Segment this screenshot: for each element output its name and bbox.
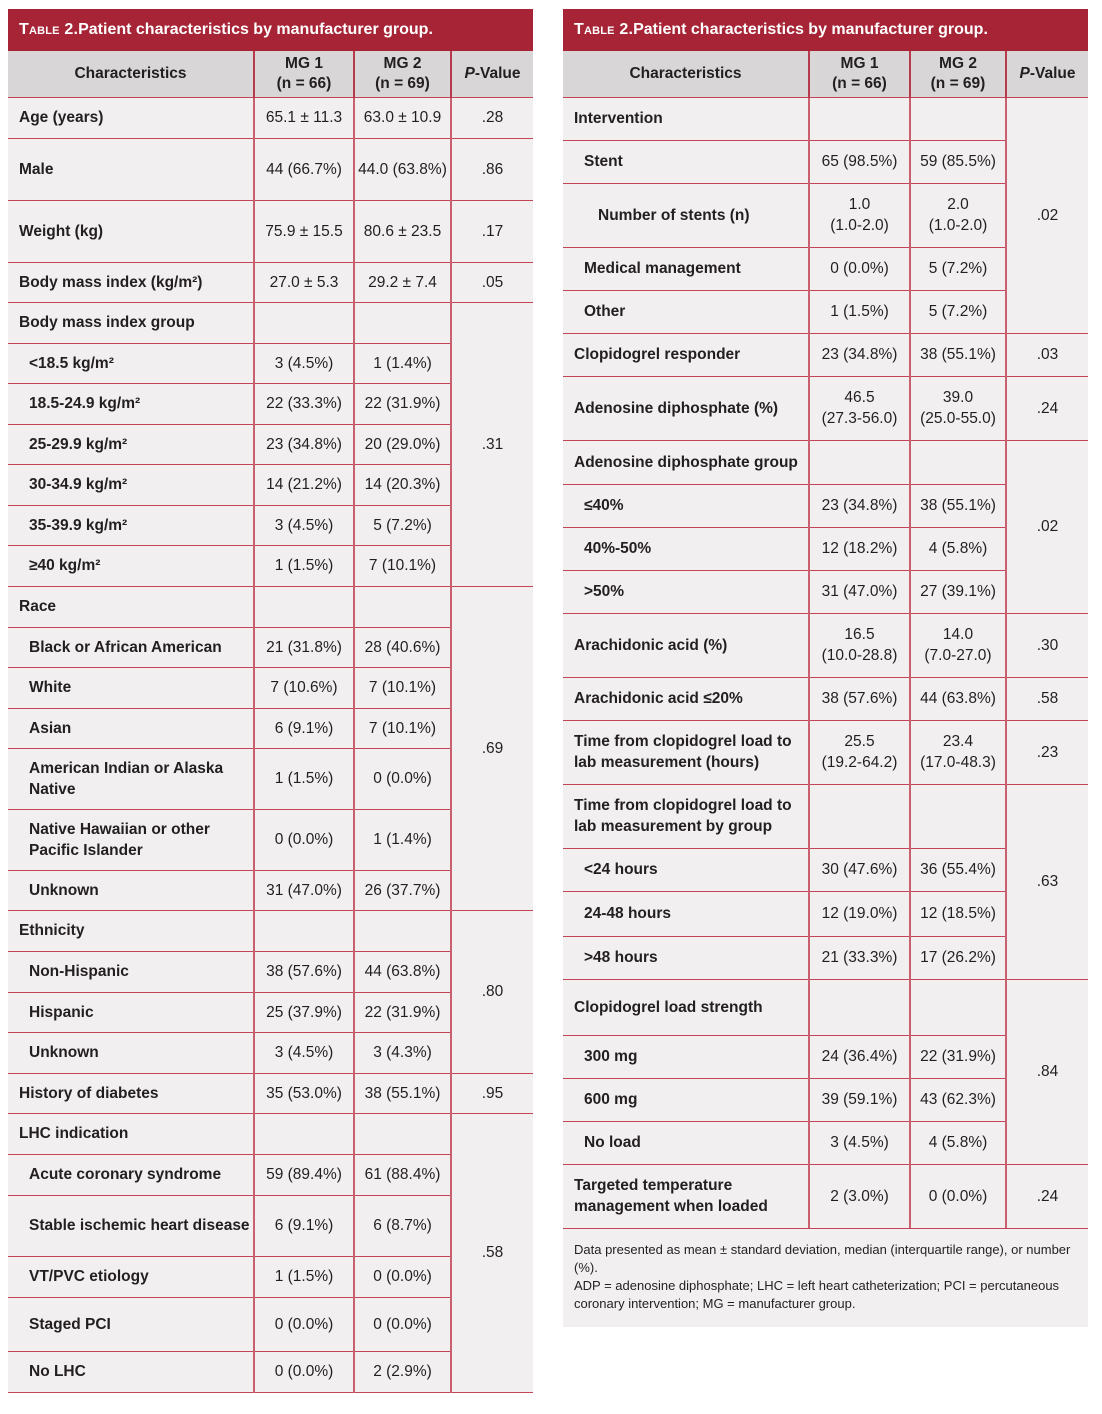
row-label: White (8, 667, 254, 708)
table-row (563, 1164, 1088, 1228)
mg2-value: 27 (39.1%) (910, 570, 1006, 613)
mg2-value: 7 (10.1%) (354, 667, 451, 708)
mg2-value (910, 183, 1006, 247)
p-value: .24 (1006, 376, 1088, 440)
mg2-value: 17 (26.2%) (910, 936, 1006, 979)
mg2-median: 23.4 (942, 733, 974, 750)
table-row (563, 376, 1088, 440)
p-value: .63 (1006, 784, 1088, 979)
mg2-value: 14 (20.3%) (354, 464, 451, 505)
mg2-iqr: (25.0-55.0) (920, 410, 996, 427)
mg1-value (254, 1113, 354, 1154)
header-mg1-n: (n = 66) (276, 74, 332, 92)
mg1-value: 0 (0.0%) (254, 809, 354, 870)
mg2-value: 44.0 (63.8%) (354, 138, 451, 200)
mg2-value: 28 (40.6%) (354, 627, 451, 667)
row-label: 300 mg (563, 1035, 809, 1078)
row-label: ≤40% (563, 484, 809, 527)
row-label: 35-39.9 kg/m² (8, 505, 254, 545)
mg1-value: 0 (0.0%) (254, 1297, 354, 1351)
row-label: Number of stents (n) (563, 183, 809, 247)
mg2-value (910, 376, 1006, 440)
mg2-value: 22 (31.9%) (354, 992, 451, 1032)
mg2-value: 22 (31.9%) (910, 1035, 1006, 1078)
mg1-value: 25 (37.9%) (254, 992, 354, 1032)
header-mg1-name: MG 1 (840, 54, 879, 72)
mg2-value: 59 (85.5%) (910, 140, 1006, 183)
row-label: Unknown (8, 870, 254, 910)
table-row (8, 1073, 533, 1113)
mg2-iqr: (17.0-48.3) (920, 754, 996, 771)
mg2-value: 4 (5.8%) (910, 1121, 1006, 1164)
mg1-median: 16.5 (844, 626, 875, 643)
row-label: Medical management (563, 247, 809, 290)
mg1-value: 30 (47.6%) (809, 848, 910, 891)
mg2-value: 44 (63.8%) (910, 677, 1006, 720)
table-row (563, 677, 1088, 720)
row-label: No load (563, 1121, 809, 1164)
header-mg1-n: (n = 66) (832, 74, 887, 92)
mg2-value: 26 (37.7%) (354, 870, 451, 910)
mg1-value: 3 (4.5%) (809, 1121, 910, 1164)
mg2-value: 43 (62.3%) (910, 1078, 1006, 1121)
row-label: Other (563, 290, 809, 333)
header-mg2-n: (n = 69) (375, 74, 430, 92)
mg1-value: 75.9 ± 15.5 (254, 200, 354, 262)
row-label: Native Hawaiian or other Pacific Islander (8, 809, 254, 870)
row-label: Adenosine diphosphate (%) (563, 376, 809, 440)
header-mg2-n: (n = 69) (930, 74, 986, 92)
mg1-value: 12 (19.0%) (809, 891, 910, 936)
header-mg2 (354, 51, 451, 97)
mg1-value: 23 (34.8%) (809, 333, 910, 376)
table-panel-left (8, 9, 533, 1393)
row-label: >50% (563, 570, 809, 613)
mg1-value: 65.1 ± 11.3 (254, 97, 354, 138)
mg1-value: 35 (53.0%) (254, 1073, 354, 1113)
mg1-value: 44 (66.7%) (254, 138, 354, 200)
mg1-value (809, 979, 910, 1035)
mg1-value: 23 (34.8%) (254, 424, 354, 464)
header-p-rest: -Value (1029, 64, 1076, 82)
row-label: Unknown (8, 1032, 254, 1073)
row-label: Hispanic (8, 992, 254, 1032)
p-value: .02 (1006, 97, 1088, 333)
mg2-value: 44 (63.8%) (354, 951, 451, 992)
mg1-value (254, 910, 354, 951)
row-label: History of diabetes (8, 1073, 254, 1113)
mg1-value: 59 (89.4%) (254, 1154, 354, 1195)
mg1-value: 3 (4.5%) (254, 343, 354, 383)
mg1-value: 1 (1.5%) (809, 290, 910, 333)
row-label: Acute coronary syndrome (8, 1154, 254, 1195)
table-row (563, 333, 1088, 376)
mg2-value: 63.0 ± 10.9 (354, 97, 451, 138)
mg1-iqr: (1.0-2.0) (830, 217, 889, 234)
mg2-value: 3 (4.3%) (354, 1032, 451, 1073)
table-title (563, 9, 1088, 51)
header-p-italic: P (1019, 64, 1030, 82)
header-mg1 (809, 51, 910, 97)
mg1-value: 23 (34.8%) (809, 484, 910, 527)
header-mg2-name: MG 2 (383, 54, 422, 72)
mg2-value: 7 (10.1%) (354, 708, 451, 748)
row-label: Targeted temperature management when loaded (563, 1164, 809, 1228)
table-row-group-header (8, 586, 533, 627)
table-row-group-header (563, 97, 1088, 140)
p-value: .86 (451, 138, 533, 200)
mg1-median: 25.5 (844, 733, 875, 750)
row-label: Age (years) (8, 97, 254, 138)
table-row-group-header (563, 784, 1088, 848)
row-label: Clopidogrel load strength (563, 979, 809, 1035)
footnote-abbreviations: ADP = adenosine diphosphate; LHC = left heart catheterization; PCI = percutaneous coronary intervention; MG = manufacturer group. (574, 1278, 1060, 1311)
table-title-text: Patient characteristics by manufacturer group. (633, 21, 988, 38)
table-title-lead: Table 2. (574, 21, 634, 38)
mg1-value: 1 (1.5%) (254, 545, 354, 586)
mg2-value (354, 586, 451, 627)
mg1-value (809, 440, 910, 484)
row-label: Male (8, 138, 254, 200)
row-label: <24 hours (563, 848, 809, 891)
table-footnote (563, 1228, 1088, 1327)
table-row-group-header (563, 979, 1088, 1035)
row-label: 18.5-24.9 kg/m² (8, 383, 254, 424)
mg2-value: 5 (7.2%) (910, 290, 1006, 333)
mg2-median: 14.0 (942, 626, 974, 643)
mg1-value: 7 (10.6%) (254, 667, 354, 708)
footnote-data-presentation: Data presented as mean ± standard deviation, median (interquartile range), or number (%). (574, 1242, 1071, 1275)
table-row (563, 613, 1088, 677)
mg1-value: 27.0 ± 5.3 (254, 262, 354, 302)
mg2-value (354, 910, 451, 951)
row-label: LHC indication (8, 1113, 254, 1154)
row-label: Asian (8, 708, 254, 748)
p-value: .23 (1006, 720, 1088, 784)
mg2-value: 29.2 ± 7.4 (354, 262, 451, 302)
p-value: .05 (451, 262, 533, 302)
mg1-value: 38 (57.6%) (254, 951, 354, 992)
mg2-value (910, 720, 1006, 784)
mg1-value (809, 97, 910, 140)
p-value: .58 (451, 1113, 533, 1392)
mg1-value: 12 (18.2%) (809, 527, 910, 570)
header-p-value (451, 51, 533, 97)
row-label: 24-48 hours (563, 891, 809, 936)
characteristics-table-right (563, 51, 1088, 1228)
row-label: Weight (kg) (8, 200, 254, 262)
mg2-value: 0 (0.0%) (354, 748, 451, 809)
table-title-text: Patient characteristics by manufacturer group. (78, 21, 433, 38)
mg1-value: 0 (0.0%) (809, 247, 910, 290)
mg2-value: 12 (18.5%) (910, 891, 1006, 936)
table-row (563, 720, 1088, 784)
row-label: Staged PCI (8, 1297, 254, 1351)
row-label: Black or African American (8, 627, 254, 667)
mg2-value: 61 (88.4%) (354, 1154, 451, 1195)
row-label: VT/PVC etiology (8, 1256, 254, 1297)
mg1-value: 6 (9.1%) (254, 708, 354, 748)
mg1-value: 38 (57.6%) (809, 677, 910, 720)
mg2-value: 38 (55.1%) (910, 333, 1006, 376)
header-p-italic: P (464, 64, 475, 82)
mg2-value: 6 (8.7%) (354, 1195, 451, 1256)
table-title (8, 9, 533, 51)
row-label: ≥40 kg/m² (8, 545, 254, 586)
mg2-value: 38 (55.1%) (910, 484, 1006, 527)
row-label: American Indian or Alaska Native (8, 748, 254, 809)
header-characteristics: Characteristics (563, 51, 809, 97)
row-label: Body mass index (kg/m²) (8, 262, 254, 302)
mg2-value: 4 (5.8%) (910, 527, 1006, 570)
mg1-iqr: (19.2-64.2) (821, 754, 898, 771)
p-value: .69 (451, 586, 533, 910)
row-label: 600 mg (563, 1078, 809, 1121)
row-label: 40%-50% (563, 527, 809, 570)
mg1-value: 1 (1.5%) (254, 748, 354, 809)
row-label: Intervention (563, 97, 809, 140)
mg2-value: 0 (0.0%) (354, 1297, 451, 1351)
mg2-median: 2.0 (947, 196, 969, 213)
mg1-value: 21 (31.8%) (254, 627, 354, 667)
mg1-iqr: (10.0-28.8) (821, 647, 898, 664)
p-value: .03 (1006, 333, 1088, 376)
mg1-value: 14 (21.2%) (254, 464, 354, 505)
mg1-value: 21 (33.3%) (809, 936, 910, 979)
mg1-value: 65 (98.5%) (809, 140, 910, 183)
p-value: .84 (1006, 979, 1088, 1164)
table-row (8, 200, 533, 262)
p-value: .58 (1006, 677, 1088, 720)
row-label: Time from clopidogrel load to lab measurement (hours) (563, 720, 809, 784)
mg1-value: 6 (9.1%) (254, 1195, 354, 1256)
row-label: <18.5 kg/m² (8, 343, 254, 383)
mg2-value: 0 (0.0%) (910, 1164, 1006, 1228)
table-row-group-header (8, 302, 533, 343)
table-row-group-header (563, 440, 1088, 484)
mg2-value: 22 (31.9%) (354, 383, 451, 424)
mg2-value (354, 302, 451, 343)
row-label: Arachidonic acid ≤20% (563, 677, 809, 720)
characteristics-table-left (8, 51, 533, 1393)
mg1-median: 46.5 (844, 389, 875, 406)
mg2-value: 36 (55.4%) (910, 848, 1006, 891)
header-mg1-name: MG 1 (285, 54, 323, 72)
mg1-value: 22 (33.3%) (254, 383, 354, 424)
row-label: No LHC (8, 1351, 254, 1392)
header-p-value (1006, 51, 1088, 97)
mg2-value (354, 1113, 451, 1154)
p-value: .02 (1006, 440, 1088, 613)
p-value: .24 (1006, 1164, 1088, 1228)
mg2-value: 5 (7.2%) (910, 247, 1006, 290)
table-row (8, 138, 533, 200)
row-label: Arachidonic acid (%) (563, 613, 809, 677)
table-row-group-header (8, 910, 533, 951)
mg1-value: 3 (4.5%) (254, 1032, 354, 1073)
table-row (8, 262, 533, 302)
mg2-value: 20 (29.0%) (354, 424, 451, 464)
mg2-value (910, 979, 1006, 1035)
mg1-median: 1.0 (848, 196, 871, 213)
mg1-value (809, 784, 910, 848)
p-value: .28 (451, 97, 533, 138)
table-title-lead: Table 2. (19, 21, 79, 38)
mg2-median: 39.0 (942, 389, 974, 406)
mg2-value: 80.6 ± 23.5 (354, 200, 451, 262)
row-label: 30-34.9 kg/m² (8, 464, 254, 505)
row-label: Stable ischemic heart disease (8, 1195, 254, 1256)
mg1-value: 31 (47.0%) (254, 870, 354, 910)
mg1-value (254, 586, 354, 627)
mg1-value: 1 (1.5%) (254, 1256, 354, 1297)
p-value: .30 (1006, 613, 1088, 677)
row-label: >48 hours (563, 936, 809, 979)
row-label: Adenosine diphosphate group (563, 440, 809, 484)
p-value: .80 (451, 910, 533, 1073)
row-label: 25-29.9 kg/m² (8, 424, 254, 464)
p-value: .95 (451, 1073, 533, 1113)
mg1-value (809, 613, 910, 677)
mg1-value: 39 (59.1%) (809, 1078, 910, 1121)
mg2-value: 2 (2.9%) (354, 1351, 451, 1392)
mg2-value (910, 613, 1006, 677)
mg2-value: 5 (7.2%) (354, 505, 451, 545)
table-header-row (563, 51, 1088, 97)
mg2-value: 38 (55.1%) (354, 1073, 451, 1113)
mg2-value: 7 (10.1%) (354, 545, 451, 586)
mg2-value (910, 784, 1006, 848)
mg1-value (809, 720, 910, 784)
p-value: .31 (451, 302, 533, 586)
mg1-value (254, 302, 354, 343)
table-header-row (8, 51, 533, 97)
table-row (8, 97, 533, 138)
row-label: Race (8, 586, 254, 627)
mg2-value: 1 (1.4%) (354, 343, 451, 383)
mg2-value (910, 440, 1006, 484)
header-p-rest: -Value (474, 64, 521, 82)
row-label: Clopidogrel responder (563, 333, 809, 376)
p-value: .17 (451, 200, 533, 262)
header-mg2 (910, 51, 1006, 97)
mg1-value: 31 (47.0%) (809, 570, 910, 613)
header-mg1 (254, 51, 354, 97)
row-label: Ethnicity (8, 910, 254, 951)
table-panel-right (563, 9, 1088, 1327)
mg1-value (809, 376, 910, 440)
row-label: Body mass index group (8, 302, 254, 343)
mg2-value (910, 97, 1006, 140)
mg1-value: 0 (0.0%) (254, 1351, 354, 1392)
mg2-iqr: (7.0-27.0) (924, 647, 992, 664)
header-mg2-name: MG 2 (939, 54, 977, 72)
row-label: Non-Hispanic (8, 951, 254, 992)
mg1-value: 2 (3.0%) (809, 1164, 910, 1228)
header-characteristics: Characteristics (8, 51, 254, 97)
row-label: Stent (563, 140, 809, 183)
mg2-value: 1 (1.4%) (354, 809, 451, 870)
mg1-value: 3 (4.5%) (254, 505, 354, 545)
mg2-value: 0 (0.0%) (354, 1256, 451, 1297)
row-label: Time from clopidogrel load to lab measurement by group (563, 784, 809, 848)
mg1-value (809, 183, 910, 247)
mg2-iqr: (1.0-2.0) (928, 217, 988, 234)
mg1-iqr: (27.3-56.0) (821, 410, 898, 427)
mg1-value: 24 (36.4%) (809, 1035, 910, 1078)
table-row-group-header (8, 1113, 533, 1154)
